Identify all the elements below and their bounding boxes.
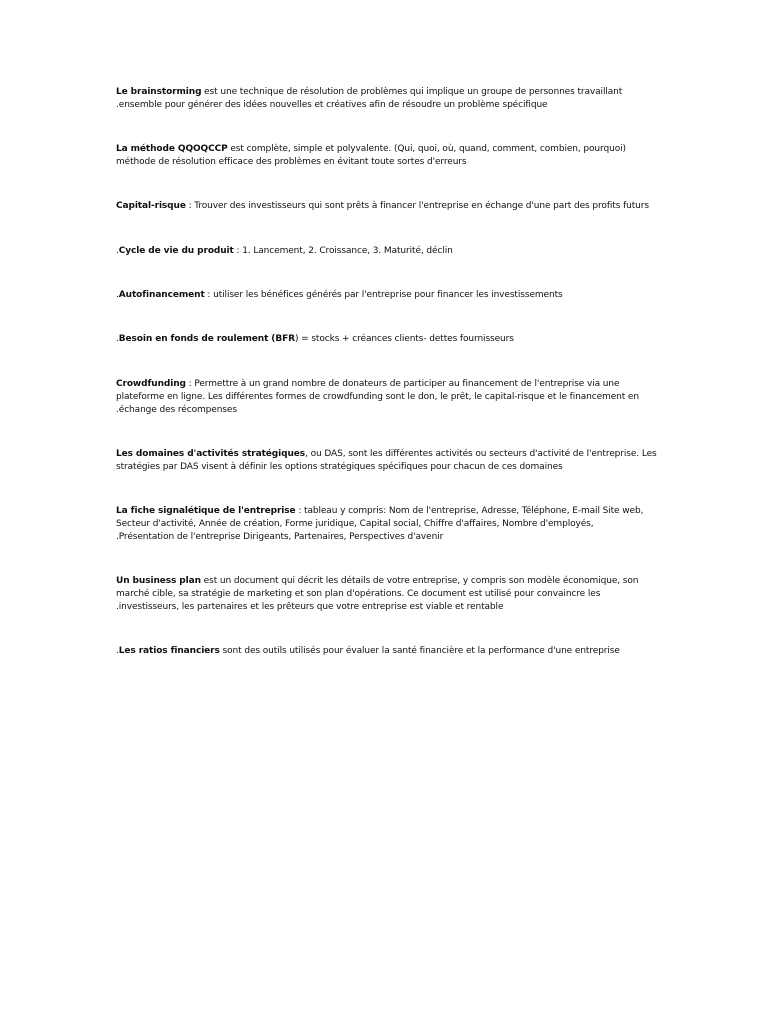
- paragraph-cycle-de-vie: [116, 245, 656, 258]
- paragraph-line: .échange des récompenses: [116, 405, 237, 416]
- paragraph-bfr: [116, 333, 656, 346]
- paragraph-text: , ou DAS, sont les différentes activités ou secteurs d'activité de l'entreprise. Les: [305, 449, 657, 459]
- paragraph-text: est un document qui décrit les détails de votre entreprise, y compris son modèle économique, son: [200, 576, 639, 586]
- paragraph-line: [116, 200, 656, 213]
- paragraph-capital-risque: [116, 200, 656, 213]
- paragraph-line: [116, 645, 656, 658]
- term-bold: Capital-risque: [116, 201, 186, 211]
- paragraph-line: [116, 143, 656, 156]
- paragraph-text: : tableau y compris: Nom de l'entreprise, Adresse, Téléphone, E-mail Site web,: [295, 506, 644, 516]
- paragraph-prefix: .: [116, 334, 119, 344]
- term-bold: Besoin en fonds de roulement (BFR: [118, 334, 295, 344]
- term-bold: La fiche signalétique de l'entreprise: [116, 506, 296, 516]
- paragraph-line: [116, 289, 656, 302]
- paragraph-line: marché cible, sa stratégie de marketing et son plan d'opérations. Ce document est utilisé pour convaincre les: [116, 589, 601, 600]
- term-bold: Les domaines d'activités stratégiques: [116, 449, 306, 459]
- paragraph-line: .Présentation de l'entreprise Dirigeants, Partenaires, Perspectives d'avenir: [116, 532, 444, 543]
- paragraph-text: sont des outils utilisés pour évaluer la santé financière et la performance d'une entreprise: [219, 646, 620, 656]
- paragraph-text: : 1. Lancement, 2. Croissance, 3. Maturité, déclin: [233, 246, 453, 256]
- paragraph-text: : Permettre à un grand nombre de donateurs de participer au financement de l'entreprise via une: [185, 379, 620, 389]
- paragraph-prefix: .: [116, 290, 119, 300]
- paragraph-line: [116, 575, 656, 588]
- paragraph-das: [116, 448, 656, 474]
- paragraph-line: stratégies par DAS visent à définir les options stratégiques spécifiques pour chacun de ces domaines: [116, 462, 563, 473]
- paragraph-text: : utiliser les bénéfices générés par l'entreprise pour financer les investissements: [204, 290, 563, 300]
- paragraph-line: .ensemble pour générer des idées nouvelles et créatives afin de résoudre un problème spécifique: [116, 100, 548, 111]
- paragraph-line: .investisseurs, les partenaires et les prêteurs que votre entreprise est viable et rentable: [116, 602, 504, 613]
- paragraph-brainstorming: [116, 86, 656, 112]
- paragraph-autofinancement: [116, 289, 656, 302]
- paragraph-text: est complète, simple et polyvalente. (Qui, quoi, où, quand, comment, combien, pourquoi): [227, 144, 626, 154]
- paragraph-ratios-financiers: [116, 645, 656, 658]
- term-bold: Un business plan: [116, 576, 201, 586]
- term-bold: La méthode QQOQCCP: [116, 144, 228, 154]
- paragraph-text: ) = stocks + créances clients- dettes fournisseurs: [294, 334, 514, 344]
- paragraph-line: [116, 245, 656, 258]
- term-bold: Cycle de vie du produit: [118, 246, 234, 256]
- paragraph-prefix: .: [116, 646, 119, 656]
- paragraph-qqoqccp: [116, 143, 656, 169]
- paragraph-business-plan: [116, 575, 656, 614]
- paragraph-line: [116, 333, 656, 346]
- paragraph-line: [116, 448, 656, 461]
- paragraph-line: plateforme en ligne. Les différentes formes de crowdfunding sont le don, le prêt, le capital-risque et le financement en: [116, 392, 639, 403]
- paragraph-prefix: .: [116, 246, 119, 256]
- term-bold: Les ratios financiers: [118, 646, 220, 656]
- term-bold: Le brainstorming: [116, 87, 202, 97]
- paragraph-line: Secteur d'activité, Année de création, Forme juridique, Capital social, Chiffre d'affaires, Nombre d'employés,: [116, 519, 594, 530]
- paragraph-crowdfunding: [116, 378, 656, 417]
- paragraph-line: [116, 378, 656, 391]
- paragraph-line: méthode de résolution efficace des problèmes en évitant toute sortes d'erreurs: [116, 157, 467, 168]
- term-bold: Autofinancement: [118, 290, 205, 300]
- term-bold: Crowdfunding: [116, 379, 186, 389]
- paragraph-line: [116, 505, 656, 518]
- paragraph-text: est une technique de résolution de problèmes qui implique un groupe de personnes travaillant: [201, 87, 623, 97]
- paragraph-text: : Trouver des investisseurs qui sont prêts à financer l'entreprise en échange d'une part des profits futurs: [185, 201, 649, 211]
- paragraph-line: [116, 86, 656, 99]
- paragraph-fiche-signaletique: [116, 505, 656, 544]
